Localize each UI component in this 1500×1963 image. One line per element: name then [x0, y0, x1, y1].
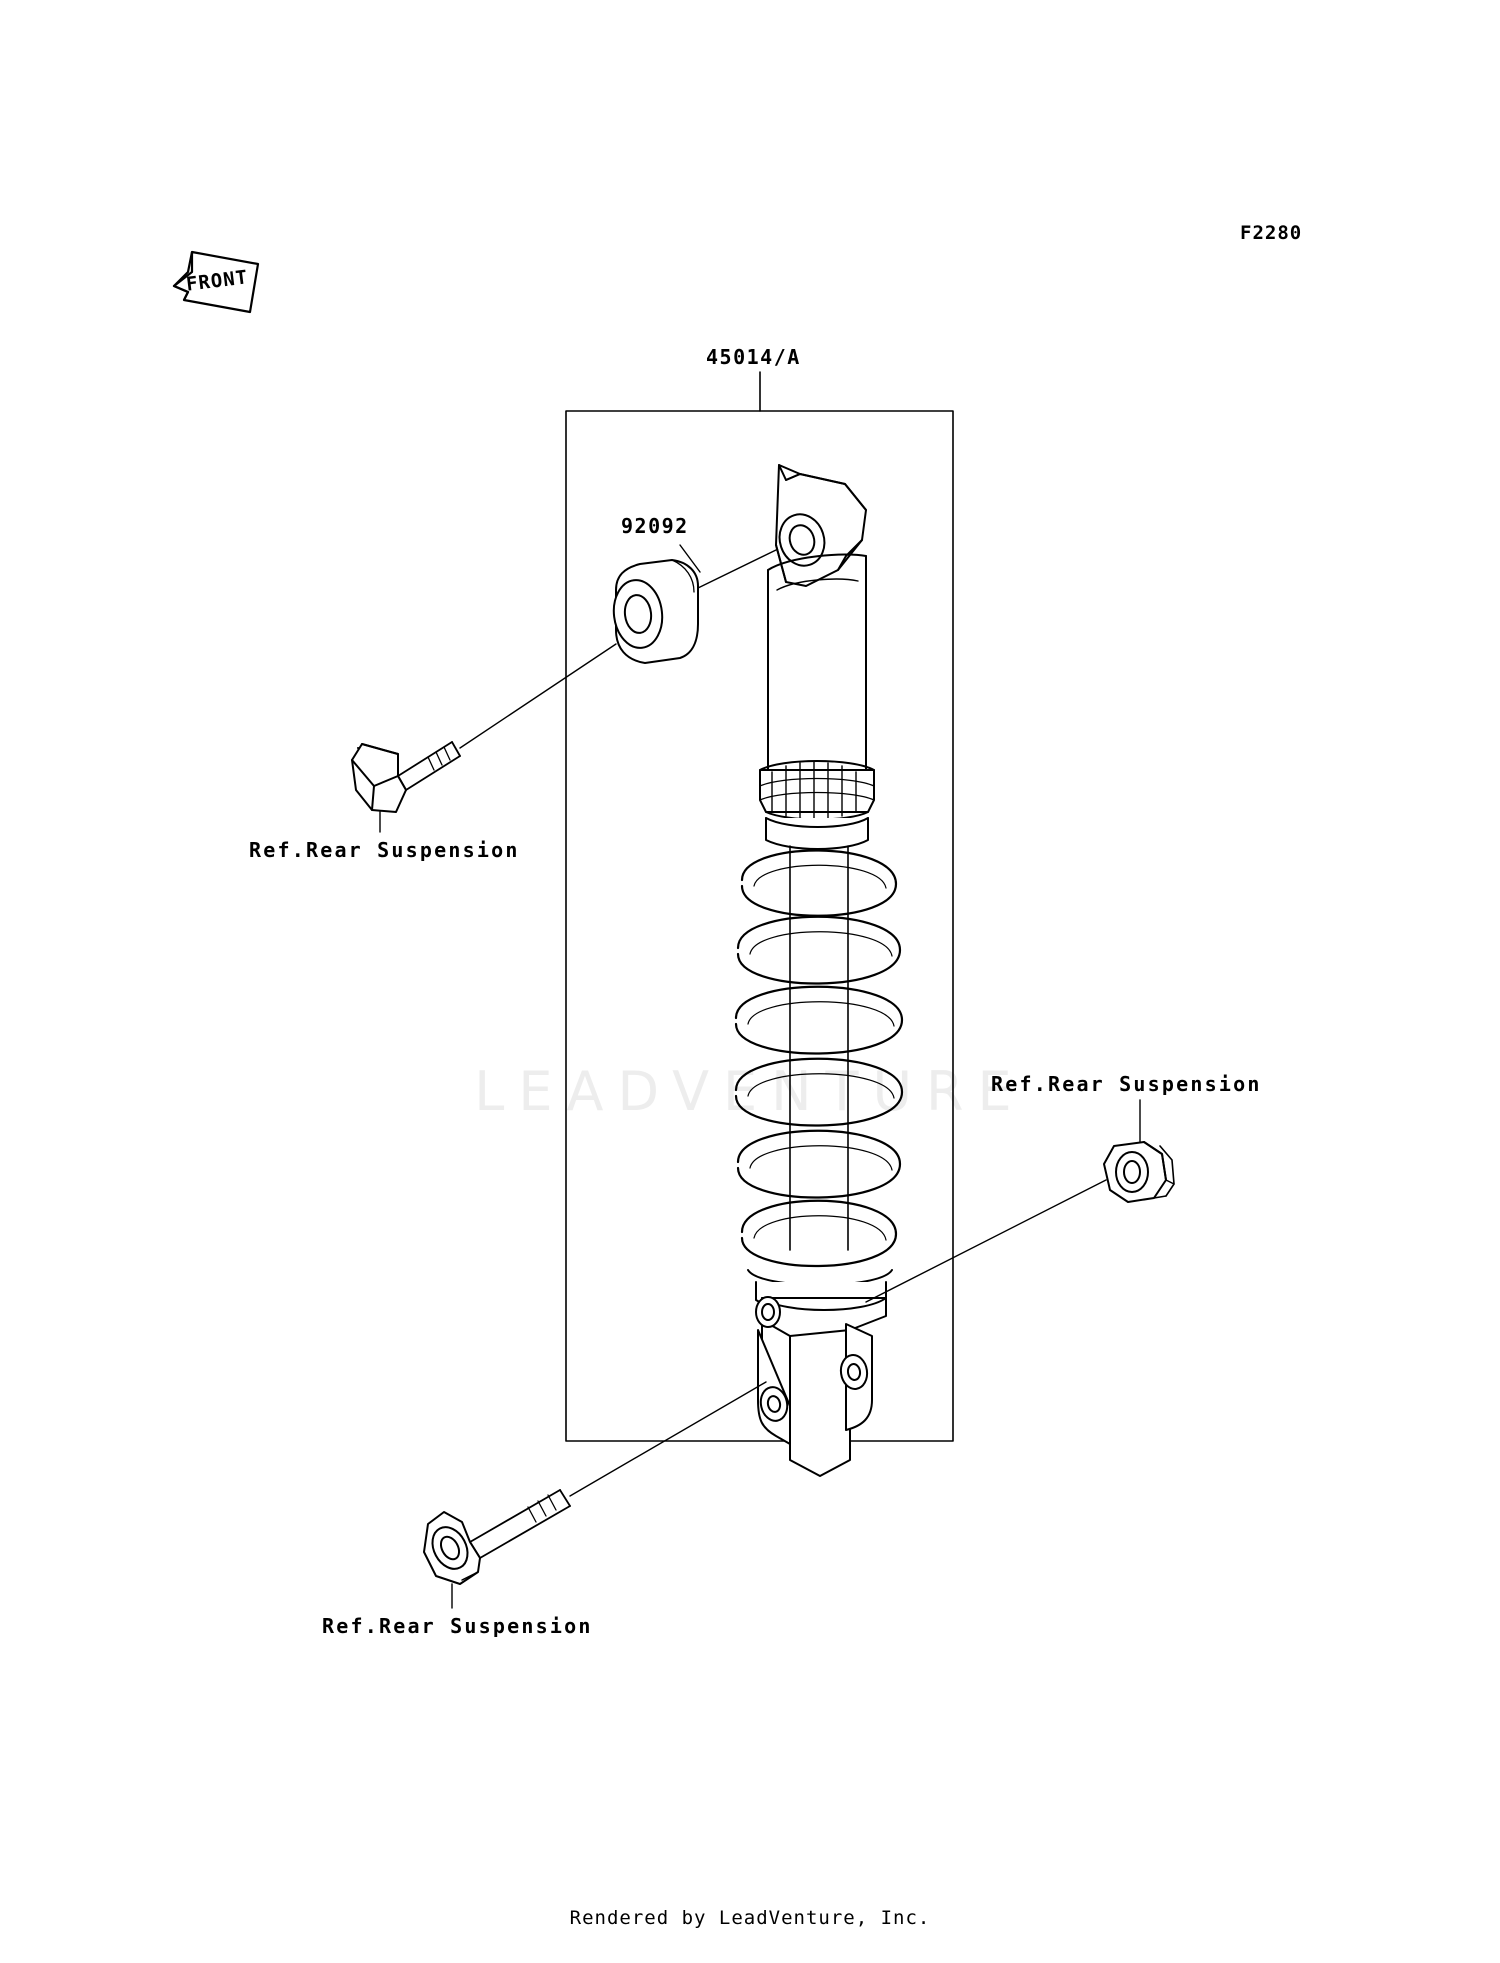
callout-ref-nut: Ref.Rear Suspension: [991, 1072, 1262, 1096]
watermark-text: LEADVENTURE: [474, 1060, 1026, 1123]
callout-92092: 92092: [621, 514, 689, 538]
front-label: FRONT: [184, 266, 250, 296]
callout-ref-lower-bolt: Ref.Rear Suspension: [322, 1614, 593, 1638]
figure-code: F2280: [1240, 222, 1303, 244]
callout-ref-upper-bolt: Ref.Rear Suspension: [249, 838, 520, 862]
footer-attribution: Rendered by LeadVenture, Inc.: [569, 1907, 931, 1929]
callout-45014A: 45014/A: [706, 345, 801, 369]
